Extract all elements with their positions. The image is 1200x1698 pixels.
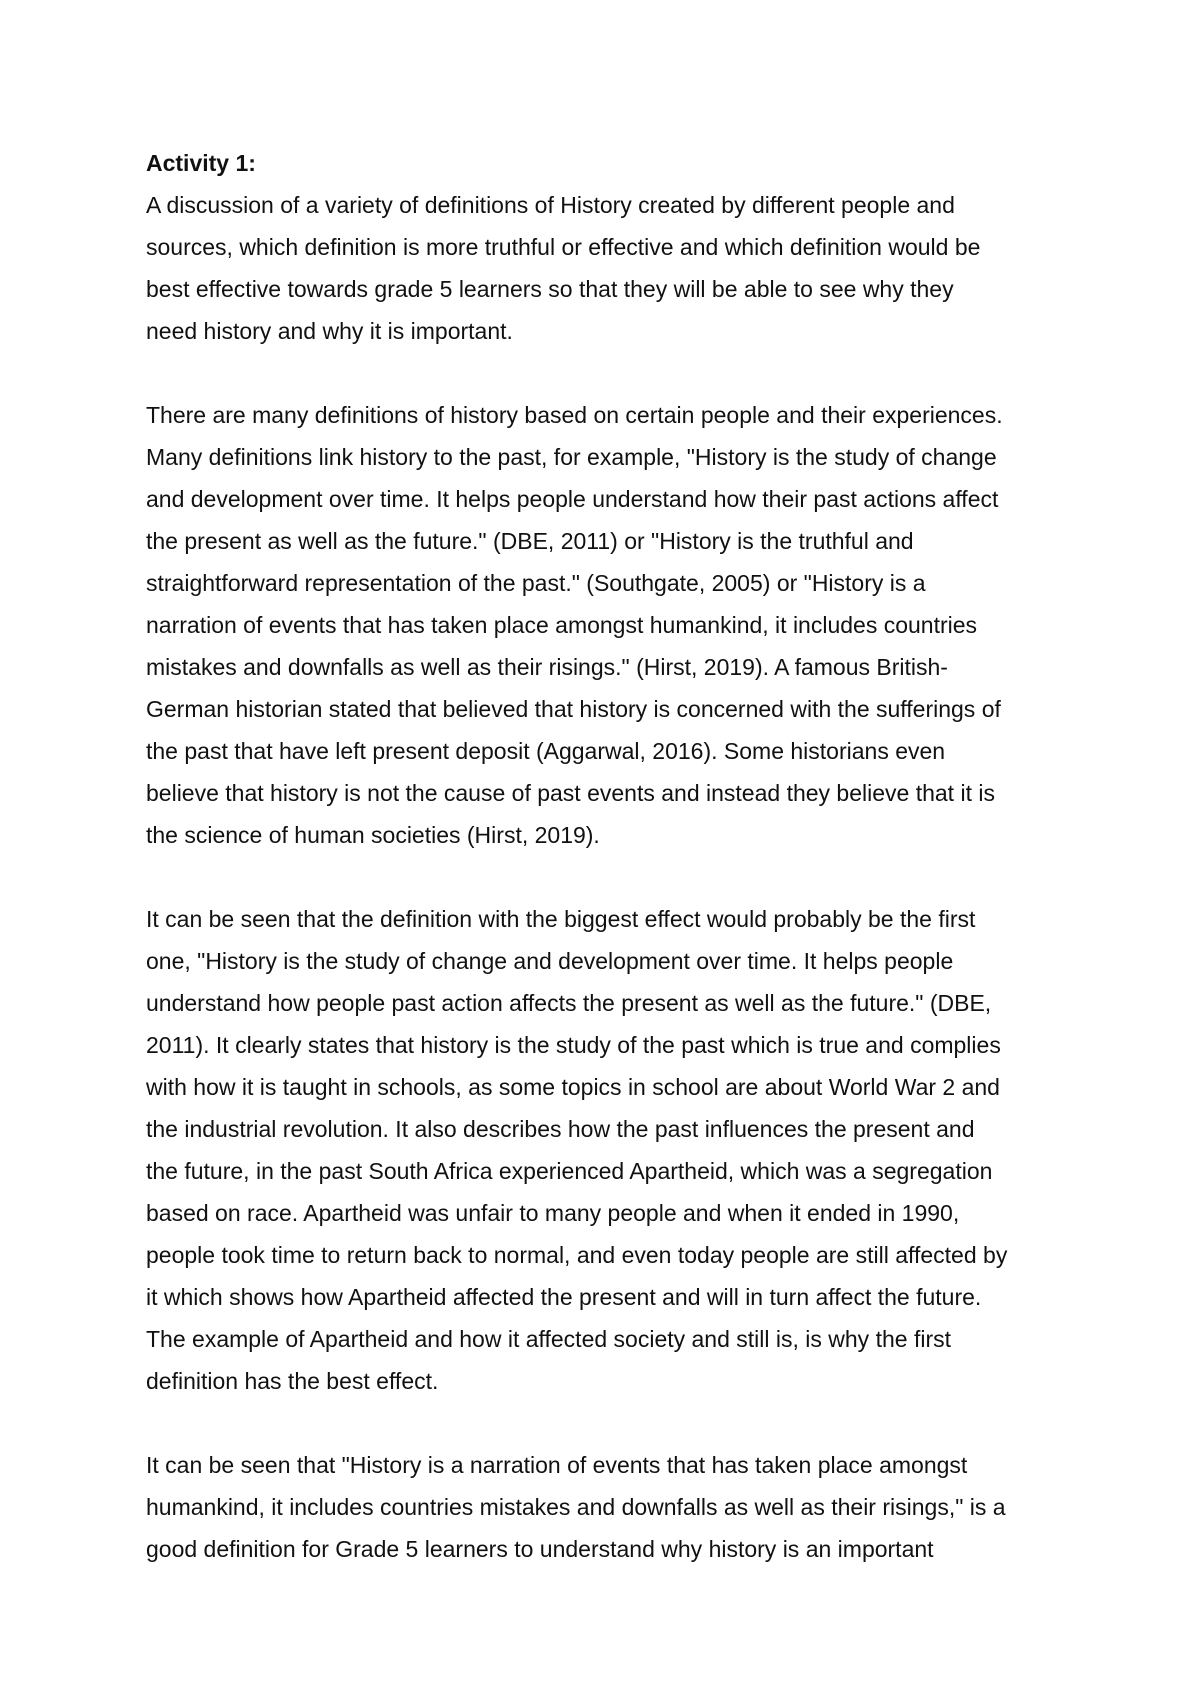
text-line: humankind, it includes countries mistakes and downfalls as well as their risings," is a: [146, 1494, 1006, 1520]
text-line: There are many definitions of history based on certain people and their experiences.: [146, 402, 1003, 428]
text-line: narration of events that has taken place amongst humankind, it includes countries: [146, 612, 978, 638]
text-line: the future, in the past South Africa experienced Apartheid, which was a segregation: [146, 1158, 993, 1184]
text-line: believe that history is not the cause of past events and instead they believe that it is: [146, 780, 995, 806]
paragraph-definitions: [146, 394, 1146, 856]
text-line: based on race. Apartheid was unfair to many people and when it ended in 1990,: [146, 1200, 960, 1226]
text-line: mistakes and downfalls as well as their risings." (Hirst, 2019). A famous British-: [146, 654, 948, 680]
text-line: understand how people past action affects the present as well as the future." (DBE,: [146, 990, 992, 1016]
text-line: definition has the best effect.: [146, 1368, 439, 1394]
text-line: the past that have left present deposit (Aggarwal, 2016). Some historians even: [146, 738, 946, 764]
document-body: [146, 142, 1146, 1570]
text-line: and development over time. It helps people understand how their past actions affect: [146, 486, 999, 512]
text-line: one, "History is the study of change and development over time. It helps people: [146, 948, 954, 974]
text-line: with how it is taught in schools, as some topics in school are about World War 2 and: [146, 1074, 1000, 1100]
text-line: the science of human societies (Hirst, 2019).: [146, 822, 600, 848]
text-line: people took time to return back to normal, and even today people are still affected by: [146, 1242, 1008, 1268]
text-line: the industrial revolution. It also describes how the past influences the present and: [146, 1116, 975, 1142]
text-line: It can be seen that "History is a narration of events that has taken place amongst: [146, 1452, 968, 1478]
text-line: German historian stated that believed that history is concerned with the sufferings of: [146, 696, 1001, 722]
paragraph-intro: [146, 184, 1146, 352]
text-line: the present as well as the future." (DBE, 2011) or "History is the truthful and: [146, 528, 914, 554]
text-line: sources, which definition is more truthful or effective and which definition would be: [146, 234, 981, 260]
paragraph-biggest-effect: [146, 898, 1146, 1402]
text-line: straightforward representation of the past." (Southgate, 2005) or "History is a: [146, 570, 926, 596]
paragraph-gap: [146, 352, 1146, 394]
text-line: It can be seen that the definition with the biggest effect would probably be the first: [146, 906, 976, 932]
paragraph-gap: [146, 1402, 1146, 1444]
text-line: it which shows how Apartheid affected the present and will in turn affect the future.: [146, 1284, 982, 1310]
text-line: good definition for Grade 5 learners to understand why history is an important: [146, 1536, 934, 1562]
text-line: Many definitions link history to the past, for example, "History is the study of change: [146, 444, 997, 470]
text-line: The example of Apartheid and how it affected society and still is, is why the first: [146, 1326, 951, 1352]
paragraph-grade5: [146, 1444, 1146, 1570]
text-line: 2011). It clearly states that history is the study of the past which is true and complies: [146, 1032, 1001, 1058]
activity-heading: Activity 1:: [146, 150, 256, 176]
text-line: need history and why it is important.: [146, 318, 513, 344]
text-line: A discussion of a variety of definitions of History created by different people and: [146, 192, 955, 218]
text-line: best effective towards grade 5 learners so that they will be able to see why they: [146, 276, 954, 302]
paragraph-gap: [146, 856, 1146, 898]
